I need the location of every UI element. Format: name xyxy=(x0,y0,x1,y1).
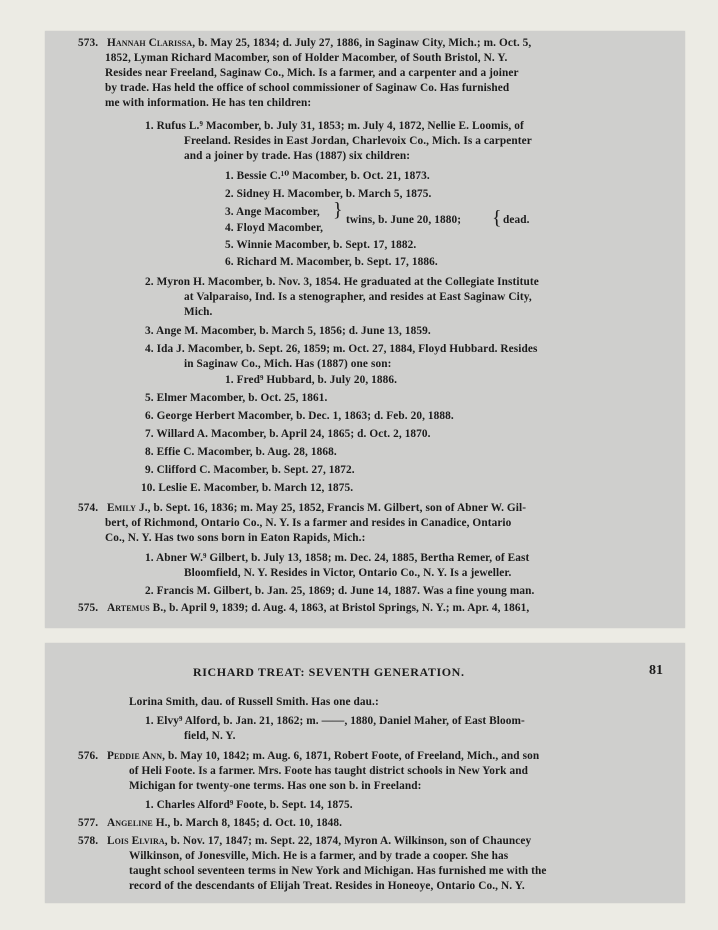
grandchild-line: 1. Fred⁹ Hubbard, b. July 20, 1886. xyxy=(225,374,398,386)
entry-text: , b. Sept. 16, 1836; m. May 25, 1852, Francis M. Gilbert, son of Abner W. Gil- xyxy=(147,502,527,514)
grandchild-line: 3. Ange Macomber, xyxy=(225,206,320,218)
entry-574-line-1 xyxy=(78,501,526,515)
entry-number: 575. xyxy=(78,602,99,614)
header-title: RICHARD TREAT: SEVENTH GENERATION. xyxy=(193,665,465,679)
child-line: 4. Ida J. Macomber, b. Sept. 26, 1859; m. Oct. 27, 1884, Floyd Hubbard. Resides xyxy=(145,343,538,355)
text-line: field, N. Y. xyxy=(184,730,236,742)
text-line: and a joiner by trade. Has (1887) six children: xyxy=(184,150,411,162)
text-line: Wilkinson, of Jonesville, Mich. He is a farmer, and by trade a cooper. She has xyxy=(129,850,509,862)
text-line: taught school seventeen terms in New York and Michigan. Has furnished me with the xyxy=(129,865,547,877)
dead-text: dead. xyxy=(503,214,530,226)
page-clipping-bottom xyxy=(45,643,685,903)
text-line: Michigan for twenty-one terms. Has one son b. in Freeland: xyxy=(129,780,422,792)
entry-576-line-1 xyxy=(78,749,539,763)
text-line: 1852, Lyman Richard Macomber, son of Holder Macomber, of South Bristol, N. Y. xyxy=(105,52,508,64)
text-line: bert, of Richmond, Ontario Co., N. Y. Is a farmer and resides in Canadice, Ontario xyxy=(105,517,512,529)
entry-number: 577. xyxy=(78,817,99,829)
entry-name: Angeline H. xyxy=(106,817,168,829)
grandchild-line: 4. Floyd Macomber, xyxy=(225,222,324,234)
entry-name: Lois Elvira xyxy=(106,835,165,847)
grandchild-line: 2. Sidney H. Macomber, b. March 5, 1875. xyxy=(225,188,432,200)
text-line: Resides near Freeland, Saginaw Co., Mich. Is a farmer, and a carpenter and a joiner xyxy=(105,67,519,79)
child-line: 3. Ange M. Macomber, b. March 5, 1856; d. June 13, 1859. xyxy=(145,325,431,337)
text-line: record of the descendants of Elijah Treat. Resides in Honeoye, Ontario Co., N. Y. xyxy=(129,880,525,892)
entry-577-line-1 xyxy=(78,816,342,830)
child-line: 1. Charles Alford⁹ Foote, b. Sept. 14, 1875. xyxy=(145,799,353,811)
entry-number: 573. xyxy=(78,37,99,49)
entry-name: Emily J. xyxy=(106,502,148,514)
entry-number: 574. xyxy=(78,502,99,514)
text-line: by trade. Has held the office of school commissioner of Saginaw Co. Has furnished xyxy=(105,82,510,94)
entry-text: , b. May 10, 1842; m. Aug. 6, 1871, Robert Foote, of Freeland, Mich., and son xyxy=(162,750,540,762)
page-clipping-top xyxy=(45,31,685,628)
text-line: Bloomfield, N. Y. Resides in Victor, Ontario Co., N. Y. Is a jeweller. xyxy=(184,567,512,579)
child-line: 1. Rufus L.⁹ Macomber, b. July 31, 1853; m. July 4, 1872, Nellie E. Loomis, of xyxy=(145,120,524,132)
entry-573-line-1 xyxy=(78,36,531,50)
twins-text: twins, b. June 20, 1880; xyxy=(346,214,462,226)
child-line: 1. Abner W.⁹ Gilbert, b. July 13, 1858; m. Dec. 24, 1885, Bertha Remer, of East xyxy=(145,552,530,564)
running-header xyxy=(45,665,685,681)
text-line: me with information. He has ten children: xyxy=(105,97,312,109)
grandchild-line: 6. Richard M. Macomber, b. Sept. 17, 1886. xyxy=(225,256,438,268)
entry-578-line-1 xyxy=(78,834,531,848)
entry-name: Artemus B. xyxy=(106,602,164,614)
entry-text: , b. May 25, 1834; d. July 27, 1886, in Saginaw City, Mich.; m. Oct. 5, xyxy=(192,37,532,49)
entry-number: 578. xyxy=(78,835,99,847)
text-line: Co., N. Y. Has two sons born in Eaton Rapids, Mich.: xyxy=(105,532,366,544)
entry-name: Peddie Ann xyxy=(106,750,163,762)
child-line: 7. Willard A. Macomber, b. April 24, 1865; d. Oct. 2, 1870. xyxy=(145,428,431,440)
text-line: Lorina Smith, dau. of Russell Smith. Has one dau.: xyxy=(129,696,379,708)
page-number: 81 xyxy=(649,663,663,678)
entry-text: , b. Nov. 17, 1847; m. Sept. 22, 1874, Myron A. Wilkinson, son of Chauncey xyxy=(164,835,532,847)
text-line: in Saginaw Co., Mich. Has (1887) one son: xyxy=(184,358,392,370)
text-line: at Valparaiso, Ind. Is a stenographer, and resides at East Saginaw City, xyxy=(184,291,532,303)
entry-575-line-1 xyxy=(78,601,529,615)
child-line: 9. Clifford C. Macomber, b. Sept. 27, 1872. xyxy=(145,464,355,476)
text-line: of Heli Foote. Is a farmer. Mrs. Foote has taught district schools in New York and xyxy=(129,765,528,777)
brace-right: { xyxy=(492,207,502,229)
child-line: 5. Elmer Macomber, b. Oct. 25, 1861. xyxy=(145,392,328,404)
entry-number: 576. xyxy=(78,750,99,762)
child-line: 6. George Herbert Macomber, b. Dec. 1, 1863; d. Feb. 20, 1888. xyxy=(145,410,454,422)
entry-text: , b. April 9, 1839; d. Aug. 4, 1863, at Bristol Springs, N. Y.; m. Apr. 4, 1861, xyxy=(163,602,530,614)
brace-left: } xyxy=(333,199,343,221)
grandchild-line: 5. Winnie Macomber, b. Sept. 17, 1882. xyxy=(225,239,417,251)
child-line: 10. Leslie E. Macomber, b. March 12, 1875. xyxy=(141,482,354,494)
child-line: 2. Myron H. Macomber, b. Nov. 3, 1854. He graduated at the Collegiate Institute xyxy=(145,276,539,288)
child-line: 2. Francis M. Gilbert, b. Jan. 25, 1869; d. June 14, 1887. Was a fine young man. xyxy=(145,585,535,597)
text-line: Freeland. Resides in East Jordan, Charlevoix Co., Mich. Is a carpenter xyxy=(184,135,532,147)
text-line: Mich. xyxy=(184,306,213,318)
child-line: 1. Elvy⁹ Alford, b. Jan. 21, 1862; m. ——, 1880, Daniel Maher, of East Bloom- xyxy=(145,715,525,727)
grandchild-line: 1. Bessie C.¹⁰ Macomber, b. Oct. 21, 1873. xyxy=(225,170,430,182)
entry-text: , b. March 8, 1845; d. Oct. 10, 1848. xyxy=(167,817,343,829)
entry-name: Hannah Clarissa xyxy=(106,37,193,49)
child-line: 8. Effie C. Macomber, b. Aug. 28, 1868. xyxy=(145,446,337,458)
